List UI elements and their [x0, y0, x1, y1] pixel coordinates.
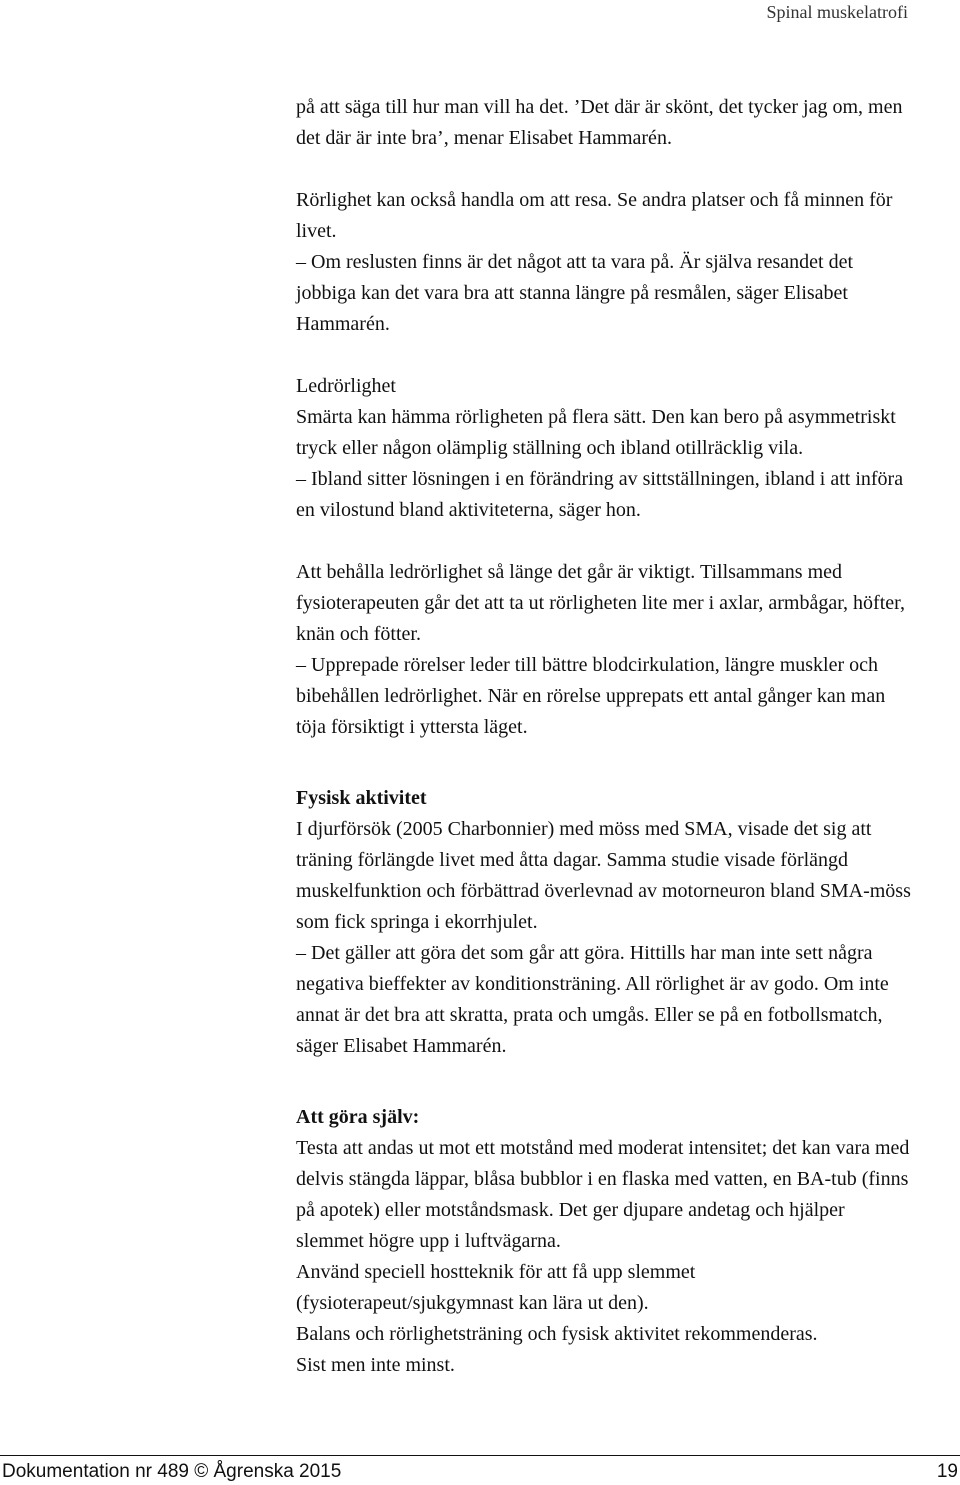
paragraph-gap [296, 1062, 916, 1102]
paragraph-gap [296, 340, 916, 371]
fysisk-quote: – Det gäller att göra det som går att göra. Hittills har man inte sett några negativa bieffekter av konditionsträning. All rörlighet är av godo. Om inte annat är det bra att skratta, prata och umgås. Eller se på en fotbollsmatch, säger Elisabet Hammarén. [296, 942, 889, 1057]
sjalv-paragraph-2: Använd speciell hostteknik för att få upp slemmet (fysioterapeut/sjukgymnast kan lära ut den). [296, 1261, 696, 1314]
paragraph-gap [296, 154, 916, 185]
travel-quote: – Om reslusten finns är det något att ta vara på. Är själva resandet det jobbiga kan det vara bra att stanna längre på resmålen, säger Elisabet Hammarén. [296, 251, 854, 335]
sjalv-paragraph-3: Balans och rörlighetsträning och fysisk aktivitet rekommenderas. [296, 1323, 818, 1345]
travel-paragraph: Rörlighet kan också handla om att resa. Se andra platser och få minnen för livet. [296, 189, 893, 242]
fysisk-paragraph: I djurförsök (2005 Charbonnier) med möss med SMA, visade det sig att träning förlängde livet med åtta dagar. Samma studie visade förlängd muskelfunktion och förbättrad överlevnad av motorneuron bland SMA-möss som fick springa i ekorrhjulet. [296, 818, 911, 933]
section-heading-att-gora-sjalv: Att göra själv: [296, 1106, 420, 1128]
footer-publication: Dokumentation nr 489 © Ågrenska 2015 [2, 1461, 342, 1482]
footer-divider [0, 1455, 960, 1456]
paragraph-gap [296, 743, 916, 783]
section-heading-fysisk-aktivitet: Fysisk aktivitet [296, 787, 427, 809]
article-body [296, 92, 916, 1381]
intro-paragraph: på att säga till hur man vill ha det. ’Det där är skönt, det tycker jag om, men det där är inte bra’, menar Elisabet Hammarén. [296, 96, 903, 149]
page-number: 19 [936, 1461, 958, 1482]
running-header: Spinal muskelatrofi [766, 2, 908, 22]
section-heading-ledrorlighet: Ledrörlighet [296, 375, 396, 397]
sjalv-paragraph-4: Sist men inte minst. [296, 1354, 455, 1376]
sjalv-paragraph-1: Testa att andas ut mot ett motstånd med moderat intensitet; det kan vara med delvis stängda läppar, blåsa bubblor i en flaska med vatten, en BA-tub (finns på apotek) eller motståndsmask. Det ger djupare andetag och hjälper slemmet högre upp i luftvägarna. [296, 1137, 910, 1252]
paragraph-gap [296, 526, 916, 557]
ledrorlighet-quote: – Ibland sitter lösningen i en förändring av sittställningen, ibland i att införa en vilostund bland aktiviteterna, säger hon. [296, 468, 904, 521]
ledrorlighet-paragraph: Smärta kan hämma rörligheten på flera sätt. Den kan bero på asymmetriskt tryck eller någon olämplig ställning och ibland otillräcklig vila. [296, 406, 896, 459]
ledrorlighet-quote-2: – Upprepade rörelser leder till bättre blodcirkulation, längre muskler och bibehållen ledrörlighet. När en rörelse upprepats ett antal gånger kan man töja försiktigt i yttersta läget. [296, 654, 886, 738]
ledrorlighet-paragraph-2: Att behålla ledrörlighet så länge det går är viktigt. Tillsammans med fysioterapeuten går det att ta ut rörligheten lite mer i axlar, armbågar, höfter, knän och fötter. [296, 561, 906, 645]
